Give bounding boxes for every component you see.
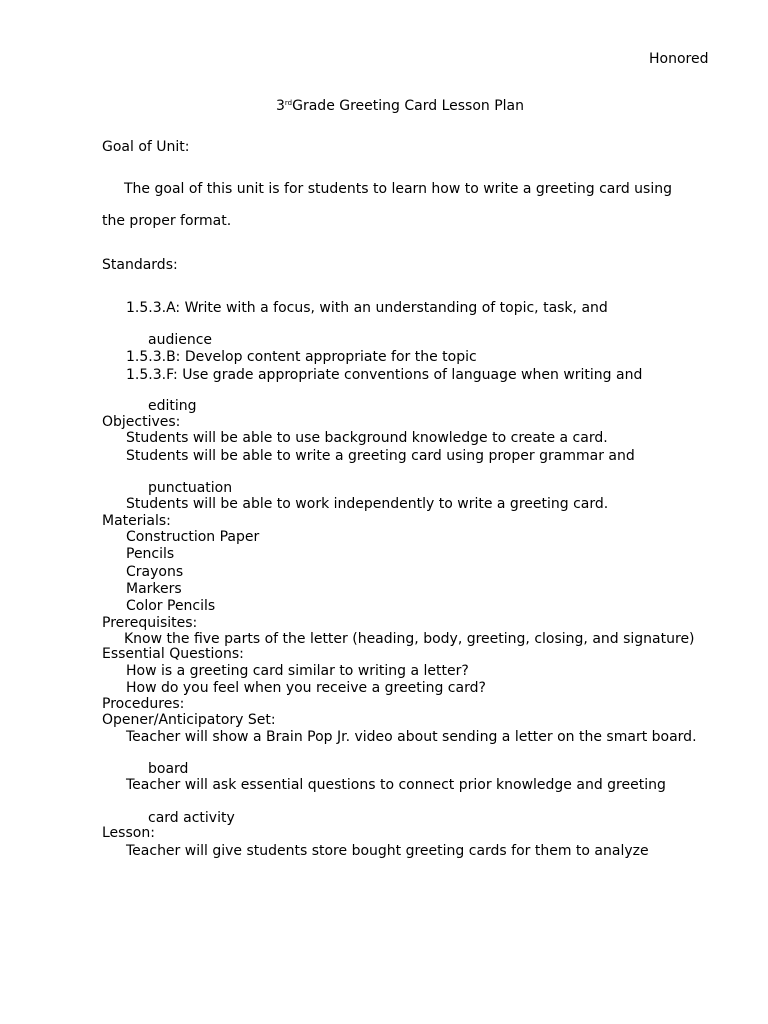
material-item xyxy=(126,546,174,563)
material-text: Crayons xyxy=(126,564,184,580)
prerequisites-text: Know the five parts of the letter (heading, body, greeting, closing, and signature) xyxy=(124,631,695,647)
opener-heading: Opener/Anticipatory Set: xyxy=(102,712,276,728)
opener-text: Teacher will show a Brain Pop Jr. video about sending a letter on the smart board. xyxy=(126,729,697,745)
material-text: Pencils xyxy=(126,546,175,562)
document-title xyxy=(276,95,524,115)
material-item xyxy=(126,564,183,581)
objective-item xyxy=(126,430,608,447)
opener-item xyxy=(126,729,697,746)
goal-text-line-2: the proper format. xyxy=(102,213,232,229)
standard-item xyxy=(126,300,608,317)
goal-text-line-1: The goal of this unit is for students to learn how to write a greeting card using xyxy=(124,181,673,197)
prerequisites-heading: Prerequisites: xyxy=(102,615,198,631)
essential-questions-heading: Essential Questions: xyxy=(102,646,244,662)
material-text: Construction Paper xyxy=(126,529,260,545)
title-suffix: rd xyxy=(284,99,293,107)
objective-item xyxy=(126,448,635,465)
standard-item xyxy=(126,367,642,384)
standard-text-continued: audience xyxy=(148,332,213,348)
opener-text-continued: card activity xyxy=(148,810,235,826)
standard-text: 1.5.3.A: Write with a focus, with an understanding of topic, task, and xyxy=(126,300,608,316)
standard-text: 1.5.3.F: Use grade appropriate conventions of language when writing and xyxy=(126,367,643,383)
materials-heading: Materials: xyxy=(102,513,171,529)
objective-text: Students will be able to work independently to write a greeting card. xyxy=(126,496,609,512)
objectives-heading: Objectives: xyxy=(102,414,181,430)
title-number: 3 xyxy=(276,98,285,114)
procedures-heading: Procedures: xyxy=(102,696,185,712)
standards-heading: Standards: xyxy=(102,257,178,273)
material-item xyxy=(126,529,259,546)
material-item xyxy=(126,598,215,615)
objective-item xyxy=(126,496,608,513)
lesson-item xyxy=(126,843,649,860)
material-text: Markers xyxy=(126,581,182,597)
standard-item xyxy=(126,349,477,366)
standard-text-continued: editing xyxy=(148,398,197,414)
opener-text: Teacher will ask essential questions to connect prior knowledge and greeting xyxy=(126,777,666,793)
standard-text: 1.5.3.B: Develop content appropriate for the topic xyxy=(126,349,477,365)
title-text: Grade Greeting Card Lesson Plan xyxy=(292,98,524,114)
lesson-text: Teacher will give students store bought greeting cards for them to analyze xyxy=(126,843,649,859)
objective-text: Students will be able to write a greeting card using proper grammar and xyxy=(126,448,635,464)
question-item xyxy=(126,680,486,697)
objective-text: Students will be able to use background knowledge to create a card. xyxy=(126,430,608,446)
opener-item xyxy=(126,777,666,794)
goal-heading: Goal of Unit: xyxy=(102,139,190,155)
question-text: How do you feel when you receive a greeting card? xyxy=(126,680,486,696)
question-text: How is a greeting card similar to writing a letter? xyxy=(126,663,469,679)
lesson-heading: Lesson: xyxy=(102,825,155,841)
material-text: Color Pencils xyxy=(126,598,216,614)
objective-text-continued: punctuation xyxy=(148,480,233,496)
opener-text-continued: board xyxy=(148,761,189,777)
material-item xyxy=(126,581,182,598)
header-name: Honored xyxy=(649,51,709,67)
question-item xyxy=(126,663,469,680)
